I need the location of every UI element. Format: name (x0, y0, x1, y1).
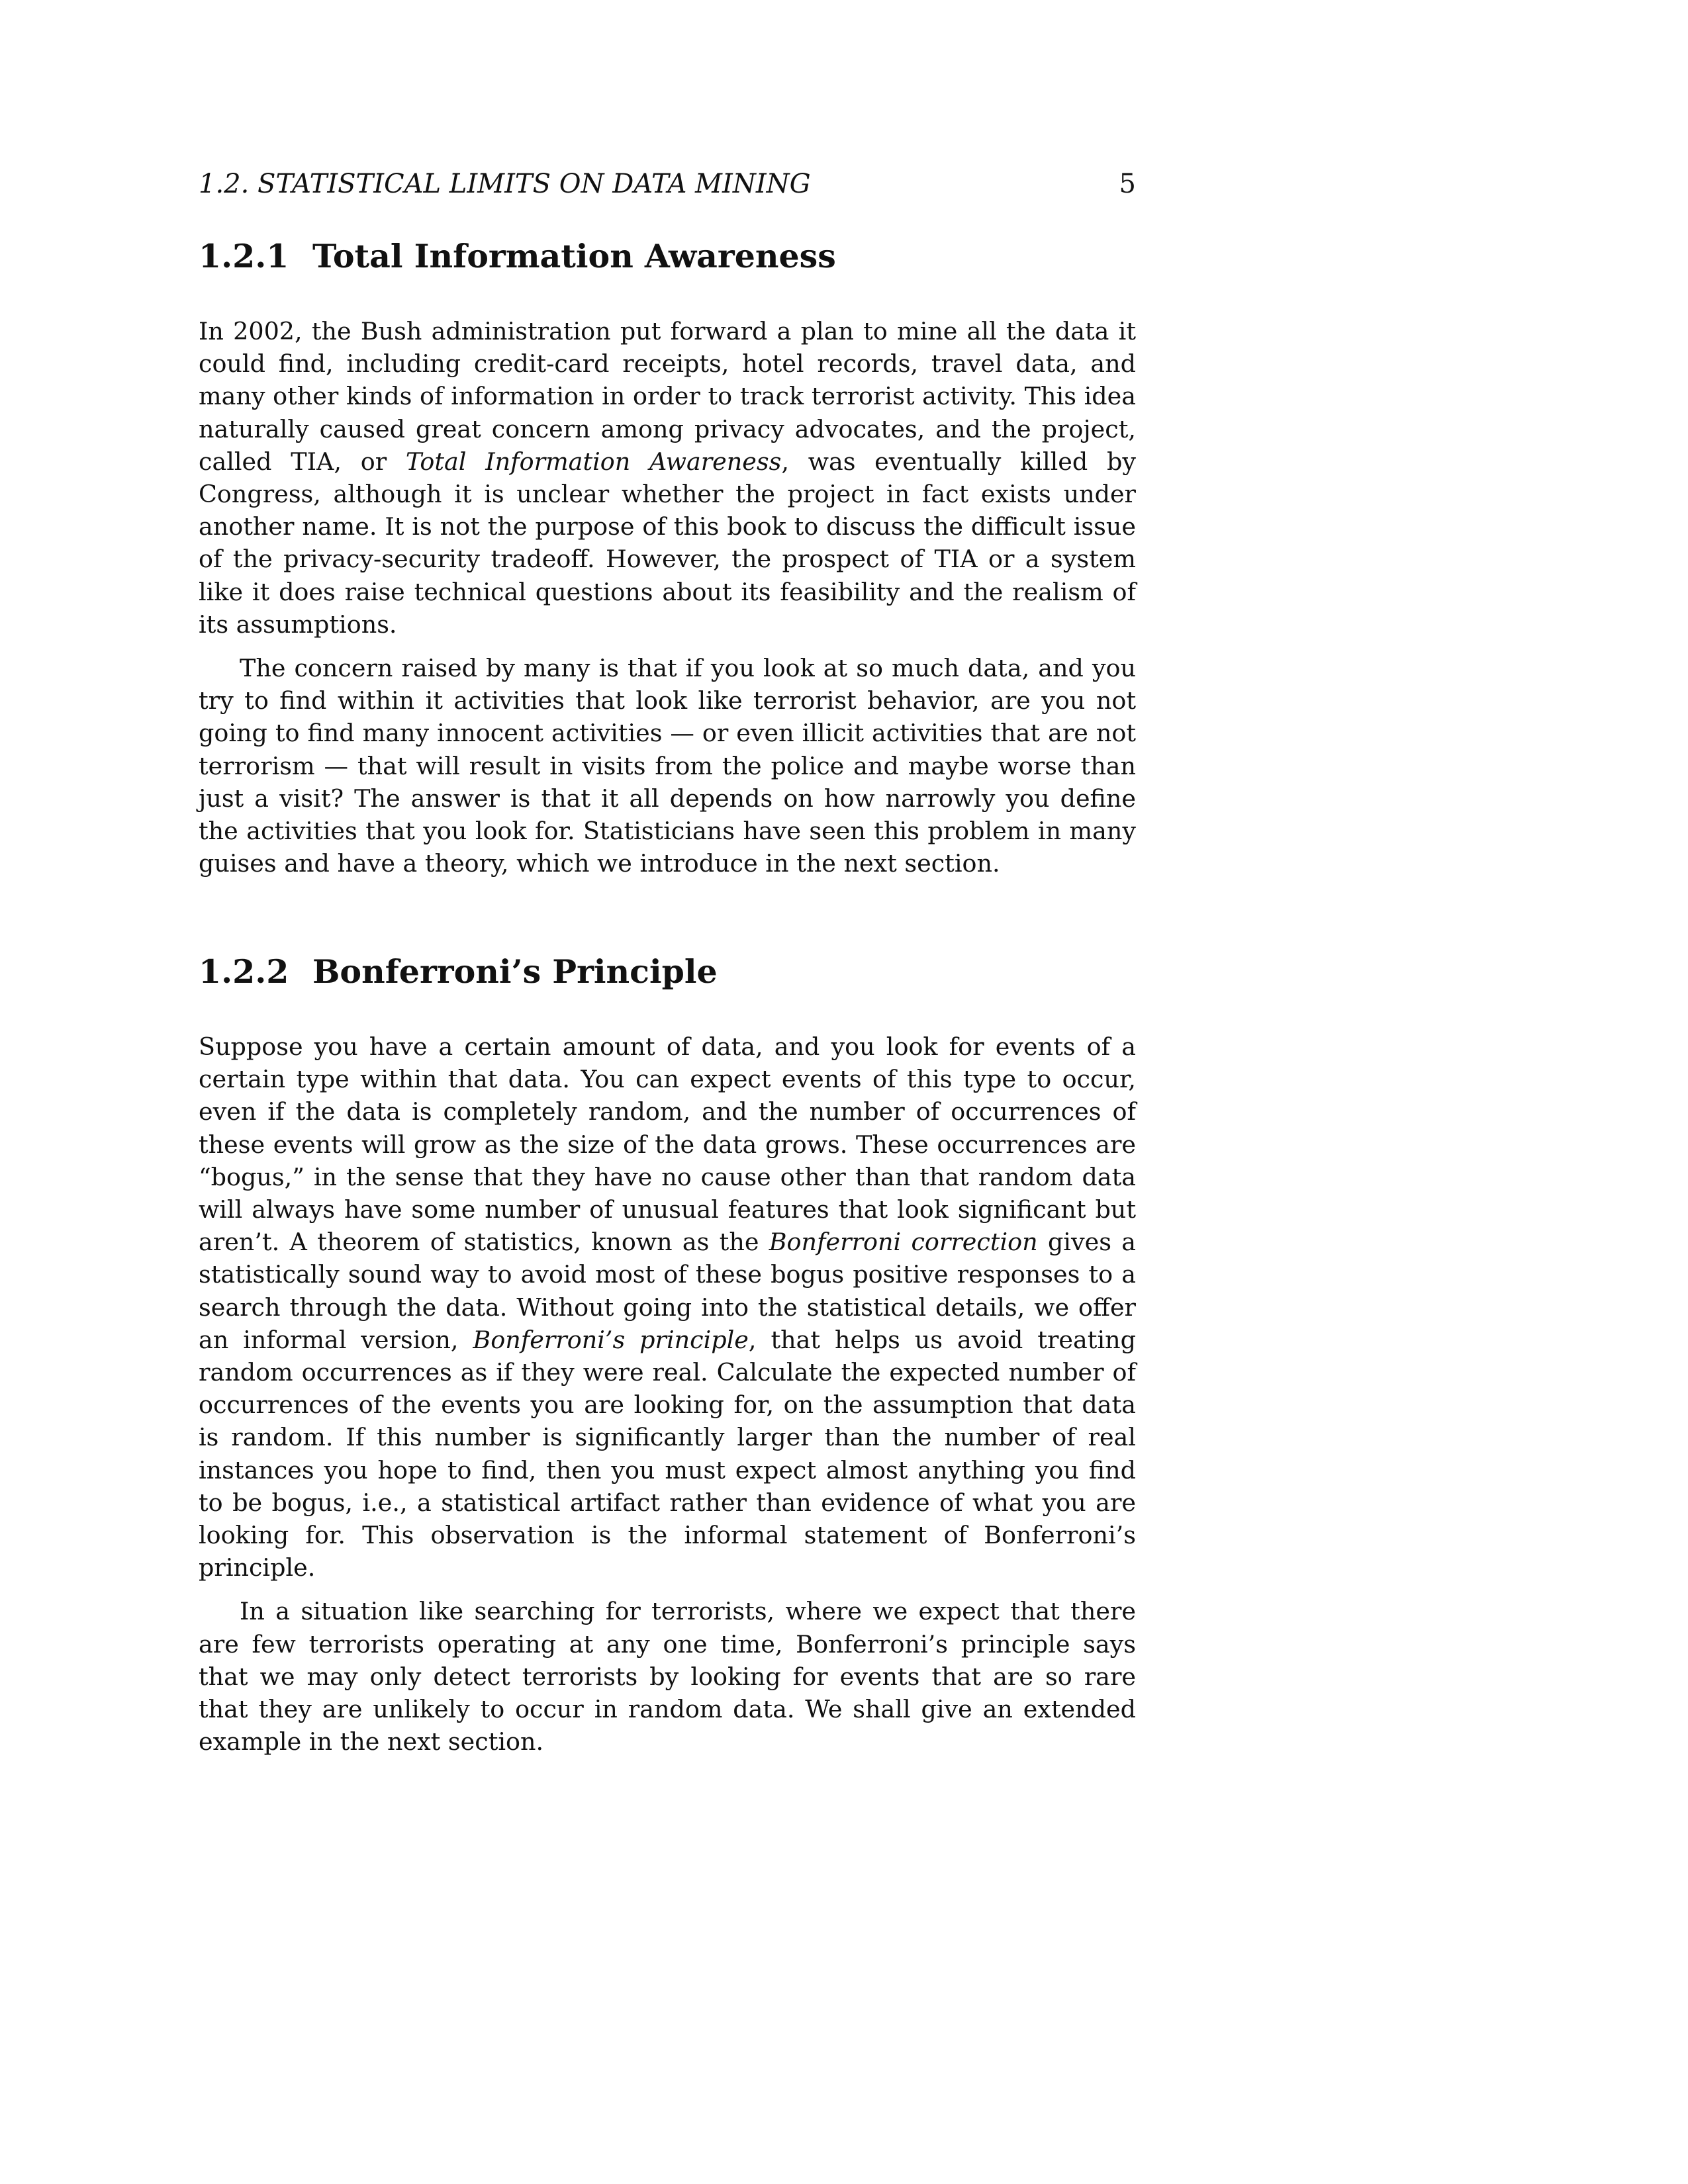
running-head (199, 164, 1136, 204)
section-heading-1-2-2 (199, 950, 1136, 993)
paragraph: Suppose you have a certain amount of data, and you look for events of a certain type within that data. You can expect events of this type to occur, even if the data is completely random, and the number of occurrences of these events will grow as the size of the data grows. These occurrences are “bogus,” in the sense that they have no cause other than that random data will always have some number of unusual features that look significant but aren’t. A theorem of statistics, known as the Bonferroni correction gives a statistically sound way to avoid most of these bogus positive responses to a search through the data. Without going into the statistical details, we offer an informal version, Bonferroni’s principle, that helps us avoid treating random occurrences as if they were real. Calculate the expected number of occurrences of the events you are looking for, on the assumption that data is random. If this number is significantly larger than the number of real instances you hope to find, then you must expect almost anything you find to be bogus, i.e., a statistical artifact rather than evidence of what you are looking for. This observation is the informal statement of Bonferroni’s principle. (199, 1032, 1137, 1582)
paragraph: In 2002, the Bush administration put forward a plan to mine all the data it could find, including credit-card receipts, hotel records, travel data, and many other kinds of information in order to track terrorist activity. This idea naturally caused great concern among privacy advocates, and the project, called TIA, or Total Information Awareness, was eventually killed by Congress, although it is unclear whether the project in fact exists under another name. It is not the purpose of this book to discuss the difficult issue of the privacy-security tradeoff. However, the prospect of TIA or a system like it does raise technical questions about its feasibility and the realism of its assumptions. (199, 317, 1136, 639)
paragraph: In a situation like searching for terrorists, where we expect that there are few terrorists operating at any one time, Bonferroni’s principle says that we may only detect terrorists by looking for events that are so rare that they are unlikely to occur in random data. We shall give an extended example in the next section. (199, 1597, 1136, 1756)
emphasis: Bonferroni’s principle (473, 1325, 749, 1354)
paragraph: The concern raised by many is that if you look at so much data, and you try to find within it activities that look like terrorist behavior, are you not going to find many innocent activities — or even illicit activities that are not terrorism — that will result in visits from the police and maybe worse than just a visit? The answer is that it all depends on how narrowly you define the activities that you look for. Statisticians have seen this problem in many guises and have a theory, which we introduce in the next section. (199, 654, 1136, 878)
section-title: Bonferroni’s Principle (312, 952, 718, 991)
running-head-title: 1.2. STATISTICAL LIMITS ON DATA MINING (199, 169, 811, 199)
section-heading-1-2-1 (199, 235, 1136, 277)
emphasis: Bonferroni correction (769, 1228, 1038, 1257)
section-number: 1.2.1 (199, 237, 289, 275)
page-number: 5 (1119, 169, 1136, 199)
section-title: Total Information Awareness (312, 237, 836, 275)
emphasis: Total Information Awareness (405, 447, 782, 476)
section-number: 1.2.2 (199, 952, 289, 991)
section-1-2-2-body (199, 1030, 1136, 1769)
section-1-2-1-body (199, 315, 1136, 891)
